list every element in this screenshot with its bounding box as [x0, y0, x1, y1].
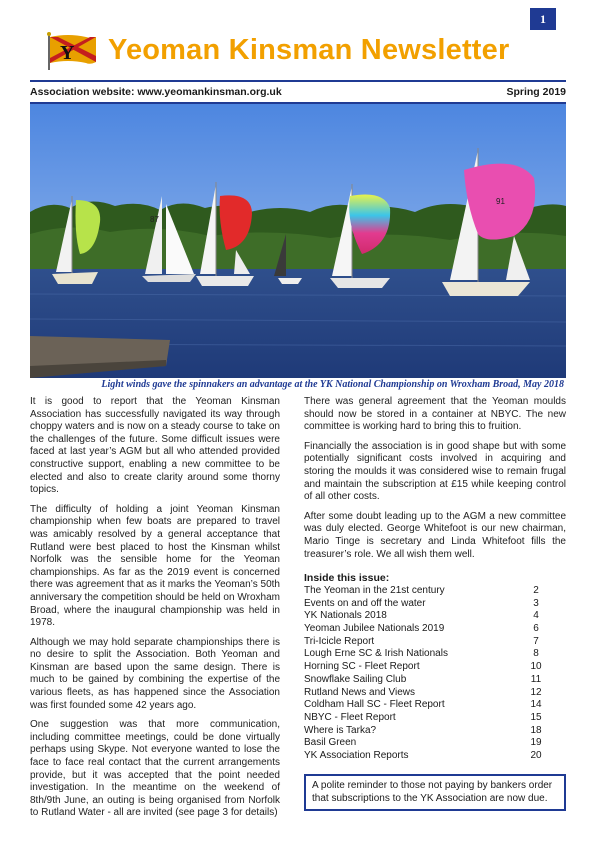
photo-caption: Light winds gave the spinnakers an advantage at the YK National Championship on Wroxham Broad, May 2018 — [101, 379, 564, 390]
contents-title: Snowflake Sailing Club — [304, 673, 407, 685]
article-paragraph: It is good to report that the Yeoman Kinsman Association has successfully navigated its way through choppy waters and is now on a steady course to take on the challenges of the future. Some difficult issues were faced at last year’s AGM but all who attended provided constructive support, enabling a new committee to be elected and also to create clarity around some thorny topics. — [30, 396, 280, 496]
contents-item[interactable] — [304, 674, 566, 687]
subscription-reminder-box: A polite reminder to those not paying by bankers order that subscriptions to the YK Association are now due. — [304, 774, 566, 811]
contents-item[interactable] — [304, 636, 566, 649]
contents-title: Events on and off the water — [304, 597, 426, 609]
contents-page: 19 — [530, 737, 542, 749]
sail-number-87: 87 — [150, 215, 159, 224]
contents-page: 10 — [530, 661, 542, 673]
contents-item[interactable] — [304, 598, 566, 611]
svg-text:Y: Y — [60, 42, 75, 64]
contents-page: 6 — [533, 623, 539, 635]
contents-page: 18 — [530, 724, 542, 736]
contents-item[interactable] — [304, 737, 566, 750]
contents-page: 11 — [530, 673, 542, 685]
issue-date: Spring 2019 — [506, 86, 566, 98]
article-paragraph: There was general agreement that the Yeoman moulds should now be stored in a container at NBYC. The new committee is working hard to bring this to fruition. — [304, 396, 566, 433]
contents-page: 20 — [530, 749, 542, 761]
article-paragraph: Financially the association is in good shape but with some potentially significant costs involved in acquiring and storing the moulds it was considered wise to remain frugal and maintain the subscription at £15 while keeping control of all other costs. — [304, 440, 566, 503]
article-paragraph: The difficulty of holding a joint Yeoman Kinsman championship when few boats are prepared to travel was amicably resolved by a general acceptance that Rutland were best placed to host the Kinsman whilst Norfolk was the sensible home for the Yeoman championships. As far as the 2019 event is concerned there was agreement that as it marks the Yeoman’s 50th anniversary the competition should be held on Wroxham Broad, where the inaugural championship was held in 1978. — [30, 503, 280, 629]
contents-item[interactable] — [304, 648, 566, 661]
association-website: Association website: www.yeomankinsman.org.uk — [30, 86, 282, 98]
contents-title: Where is Tarka? — [304, 724, 377, 736]
contents-page: 14 — [530, 699, 542, 711]
newsletter-title: Yeoman Kinsman Newsletter — [108, 34, 510, 66]
contents-title: Basil Green — [304, 737, 357, 749]
article-paragraph: Although we may hold separate championships there is no desire to split the Association. Both Yeoman and Kinsman are based upon the same design. There is much to be gained by combining the expertise of the various fleets, as has happened since the Association was first founded some 42 years ago. — [30, 636, 280, 711]
article-paragraph: One suggestion was that more communication, including committee meetings, could be done virtually perhaps using Skype. Not everyone wanted to lose the face to face real contact that the current arrangements provide, but it was accepted that the point needed investigation. In the meantime on the weekend of 8th/9th June, an outing is being organised from Norfolk to Rutland Water - all are invited (see page 3 for details) — [30, 719, 280, 819]
contents-page: 8 — [533, 648, 539, 660]
contents-title: NBYC - Fleet Report — [304, 711, 396, 723]
article-left-column — [30, 396, 280, 827]
contents-page: 4 — [533, 610, 539, 622]
contents-title: Rutland News and Views — [304, 686, 415, 698]
contents-page: 15 — [530, 711, 542, 723]
contents-item[interactable] — [304, 725, 566, 738]
contents-title: Yeoman Jubilee Nationals 2019 — [304, 623, 445, 635]
contents-page: 2 — [533, 585, 539, 596]
contents-title: Horning SC - Fleet Report — [304, 661, 420, 673]
article-paragraph: After some doubt leading up to the AGM a new committee was duly elected. George Whitefoot is our new chairman, Mario Tinge is secretary and Linda Whitefoot fills the treasurer’s role. We all wish them well. — [304, 510, 566, 560]
club-flag-logo — [46, 32, 96, 70]
contents-item[interactable] — [304, 585, 566, 598]
inside-this-issue — [304, 572, 566, 763]
contents-title: The Yeoman in the 21st century — [304, 585, 445, 596]
contents-item[interactable] — [304, 623, 566, 636]
contents-item[interactable] — [304, 750, 566, 763]
contents-item[interactable] — [304, 712, 566, 725]
contents-page: 12 — [530, 686, 542, 698]
contents-item[interactable] — [304, 661, 566, 674]
contents-page: 7 — [533, 635, 539, 647]
contents-item[interactable] — [304, 687, 566, 700]
article-right-column — [304, 396, 566, 568]
header-rule — [30, 80, 566, 82]
page-number: 1 — [530, 8, 556, 30]
cover-photo-sailing-boats — [30, 104, 566, 378]
contents-page: 3 — [533, 597, 539, 609]
inside-this-issue-title: Inside this issue: — [304, 572, 390, 584]
contents-item[interactable] — [304, 610, 566, 623]
contents-title: Coldham Hall SC - Fleet Report — [304, 699, 445, 711]
contents-item[interactable] — [304, 699, 566, 712]
contents-title: Lough Erne SC & Irish Nationals — [304, 648, 448, 660]
contents-title: YK Association Reports — [304, 749, 409, 761]
sail-number-91: 91 — [496, 197, 505, 206]
contents-title: YK Nationals 2018 — [304, 610, 387, 622]
contents-title: Tri-Icicle Report — [304, 635, 375, 647]
